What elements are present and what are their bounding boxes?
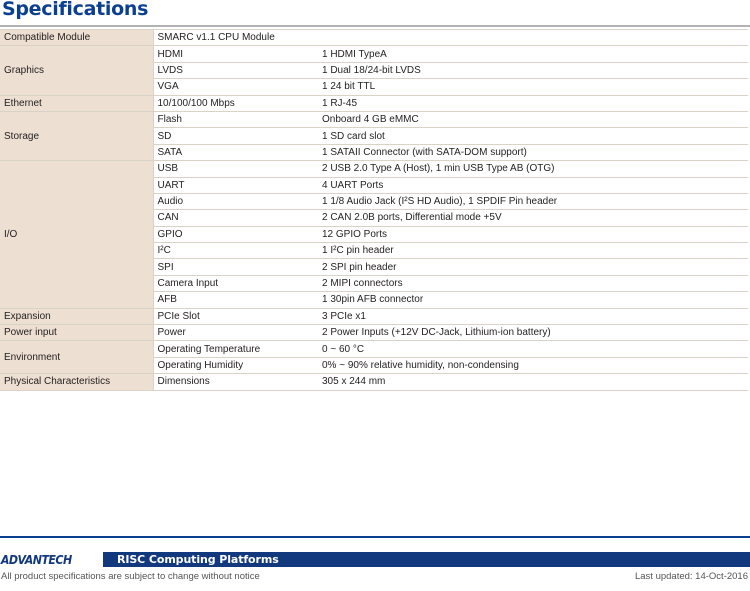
spec-value-cell: 1 I²C pin header [318,243,748,259]
spec-category-cell: Graphics [0,46,153,95]
table-row [0,325,748,341]
spec-value-cell: 12 GPIO Ports [318,226,748,242]
spec-value-cell: 2 MIPI connectors [318,275,748,291]
specifications-table-body [0,30,748,390]
spec-subcategory-cell: Camera Input [153,275,318,291]
spec-subcategory-cell: CAN [153,210,318,226]
spec-value-cell: 4 UART Ports [318,177,748,193]
spec-value-cell: 1 30pin AFB connector [318,292,748,308]
footer-disclaimer: All product specifications are subject to change without notice [1,571,260,582]
spec-value-cell: 0 ~ 60 °C [318,341,748,357]
page-title: Specifications [2,0,149,20]
spec-value-cell: SMARC v1.1 CPU Module [153,30,748,46]
spec-value-cell: 1 HDMI TypeA [318,46,748,62]
table-row [0,46,748,62]
spec-value-cell: 1 SD card slot [318,128,748,144]
spec-category-cell: Environment [0,341,153,374]
spec-value-cell: 2 CAN 2.0B ports, Differential mode +5V [318,210,748,226]
spec-subcategory-cell: LVDS [153,62,318,78]
spec-value-cell: 2 Power Inputs (+12V DC-Jack, Lithium-ion battery) [318,325,748,341]
footer-title: RISC Computing Platforms [117,553,279,566]
spec-subcategory-cell: VGA [153,79,318,95]
table-row [0,95,748,111]
spec-category-cell: I/O [0,161,153,309]
spec-value-cell: 305 x 244 mm [318,374,748,390]
table-row [0,308,748,324]
spec-category-cell: Compatible Module [0,30,153,46]
spec-value-cell: Onboard 4 GB eMMC [318,111,748,127]
table-row [0,161,748,177]
spec-subcategory-cell: UART [153,177,318,193]
spec-value-cell: 2 USB 2.0 Type A (Host), 1 min USB Type AB (OTG) [318,161,748,177]
specifications-table [0,30,748,391]
spec-subcategory-cell: Dimensions [153,374,318,390]
spec-value-cell: 1 Dual 18/24-bit LVDS [318,62,748,78]
spec-value-cell: 3 PCIe x1 [318,308,748,324]
footer-last-updated: Last updated: 14-Oct-2016 [634,571,748,582]
spec-subcategory-cell: SPI [153,259,318,275]
spec-subcategory-cell: HDMI [153,46,318,62]
spec-subcategory-cell: I²C [153,243,318,259]
spec-value-cell: 2 SPI pin header [318,259,748,275]
spec-subcategory-cell: Operating Humidity [153,357,318,373]
spec-category-cell: Power input [0,325,153,341]
spec-subcategory-cell: Flash [153,111,318,127]
spec-subcategory-cell: GPIO [153,226,318,242]
advantech-logo [0,552,103,567]
spec-subcategory-cell: PCIe Slot [153,308,318,324]
spec-subcategory-cell: SATA [153,144,318,160]
spec-subcategory-cell: USB [153,161,318,177]
footer-bar [0,552,750,567]
spec-subcategory-cell: SD [153,128,318,144]
spec-value-cell: 1 RJ-45 [318,95,748,111]
spec-category-cell: Storage [0,111,153,160]
spec-subcategory-cell: 10/100/100 Mbps [153,95,318,111]
advantech-logo-text: ADVANTECH [0,552,72,567]
spec-category-cell: Physical Characteristics [0,374,153,390]
spec-category-cell: Expansion [0,308,153,324]
spec-subcategory-cell: Audio [153,193,318,209]
spec-subcategory-cell: AFB [153,292,318,308]
table-row [0,341,748,357]
spec-subcategory-cell: Power [153,325,318,341]
spec-value-cell: 0% ~ 90% relative humidity, non-condensing [318,357,748,373]
spec-value-cell: 1 SATAII Connector (with SATA-DOM support) [318,144,748,160]
spec-value-cell: 1 1/8 Audio Jack (I²S HD Audio), 1 SPDIF Pin header [318,193,748,209]
footer-divider [0,536,750,538]
table-row [0,374,748,390]
spec-subcategory-cell: Operating Temperature [153,341,318,357]
table-row [0,30,748,46]
title-divider [0,25,750,27]
table-row [0,111,748,127]
spec-value-cell: 1 24 bit TTL [318,79,748,95]
spec-category-cell: Ethernet [0,95,153,111]
